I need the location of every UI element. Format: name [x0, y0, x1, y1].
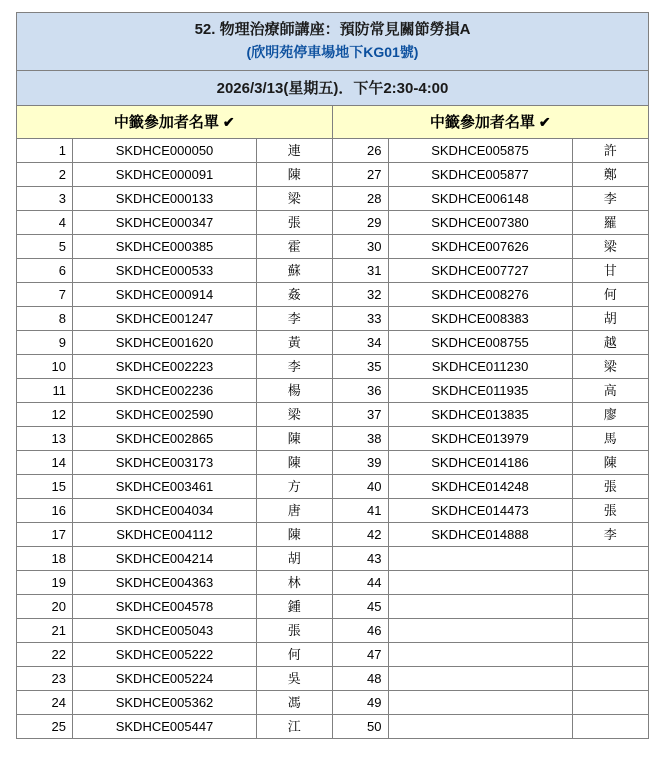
- table-row-left: [17, 571, 333, 594]
- lottery-result-sheet: [16, 12, 649, 739]
- table-row-left: [17, 523, 333, 546]
- row-number: 1: [17, 139, 73, 162]
- row-number: 20: [17, 595, 73, 618]
- participant-surname: [573, 643, 649, 666]
- table-row-right: [333, 163, 649, 186]
- table-row-right: [333, 451, 649, 474]
- table-row-right: [333, 235, 649, 258]
- table-row-left: [17, 355, 333, 378]
- participant-surname: 江: [287, 719, 301, 734]
- table-row-right: [333, 643, 649, 666]
- table-row-right: [333, 355, 649, 378]
- table-row-left: [17, 499, 333, 522]
- participant-id: SKDHCE002590: [73, 403, 257, 426]
- participant-surname: 張: [287, 215, 301, 230]
- participant-surname: [573, 571, 649, 594]
- participant-surname: 霍: [287, 239, 301, 254]
- row-number: 3: [17, 187, 73, 210]
- row-number: 13: [17, 427, 73, 450]
- column-header-right-label: 中籤參加者名單: [429, 114, 535, 131]
- participant-surname: 馮: [287, 695, 301, 710]
- table-row-right: [333, 667, 649, 690]
- participant-surname: 林: [287, 575, 301, 590]
- table-row: [17, 139, 648, 163]
- table-row-left: [17, 475, 333, 498]
- row-number: 42: [333, 523, 389, 546]
- row-number: 22: [17, 643, 73, 666]
- row-number: 50: [333, 715, 389, 738]
- table-row-left: [17, 427, 333, 450]
- row-number: 12: [17, 403, 73, 426]
- participant-surname: [573, 619, 649, 642]
- table-row-left: [17, 307, 333, 330]
- check-icon: ✔: [222, 114, 235, 130]
- table-row-right: [333, 283, 649, 306]
- row-number: 40: [333, 475, 389, 498]
- participant-surname: 馬: [603, 431, 617, 446]
- participant-id: SKDHCE007626: [389, 235, 573, 258]
- row-number: 31: [333, 259, 389, 282]
- participant-surname: 李: [603, 527, 617, 542]
- participant-id: SKDHCE011935: [389, 379, 573, 402]
- participant-id: SKDHCE003173: [73, 451, 257, 474]
- participant-surname: [573, 691, 649, 714]
- table-row-right: [333, 691, 649, 714]
- venue-subtitle: (欣明苑停車場地下KG01號): [246, 44, 419, 60]
- row-number: 21: [17, 619, 73, 642]
- participant-id: SKDHCE005224: [73, 667, 257, 690]
- column-header-left-label: 中籤參加者名單: [113, 114, 219, 131]
- participant-id: SKDHCE014186: [389, 451, 573, 474]
- participant-id: SKDHCE001247: [73, 307, 257, 330]
- participant-id: SKDHCE008383: [389, 307, 573, 330]
- row-number: 30: [333, 235, 389, 258]
- participant-surname: 陳: [287, 455, 301, 470]
- table-row-left: [17, 403, 333, 426]
- row-number: 4: [17, 211, 73, 234]
- table-row: [17, 187, 648, 211]
- participant-surname: 陳: [603, 455, 617, 470]
- row-number: 25: [17, 715, 73, 738]
- participant-id: [389, 571, 573, 594]
- participant-surname: [573, 667, 649, 690]
- table-row: [17, 355, 648, 379]
- participant-id: SKDHCE004578: [73, 595, 257, 618]
- row-number: 27: [333, 163, 389, 186]
- participant-id: SKDHCE004214: [73, 547, 257, 570]
- participant-id: [389, 667, 573, 690]
- table-row-left: [17, 547, 333, 570]
- table-row: [17, 715, 648, 738]
- table-row-left: [17, 715, 333, 738]
- table-row: [17, 331, 648, 355]
- row-number: 34: [333, 331, 389, 354]
- row-number: 5: [17, 235, 73, 258]
- table-row: [17, 667, 648, 691]
- row-number: 6: [17, 259, 73, 282]
- participant-id: SKDHCE005222: [73, 643, 257, 666]
- table-row: [17, 307, 648, 331]
- row-number: 18: [17, 547, 73, 570]
- participant-id: [389, 715, 573, 738]
- participant-surname: 許: [603, 143, 617, 158]
- table-row: [17, 475, 648, 499]
- row-number: 43: [333, 547, 389, 570]
- row-number: 26: [333, 139, 389, 162]
- participant-id: [389, 547, 573, 570]
- table-row-left: [17, 331, 333, 354]
- table-row: [17, 643, 648, 667]
- participant-surname: 方: [287, 479, 301, 494]
- row-number: 44: [333, 571, 389, 594]
- table-row-right: [333, 187, 649, 210]
- table-row-right: [333, 139, 649, 162]
- row-number: 17: [17, 523, 73, 546]
- participant-id: SKDHCE006148: [389, 187, 573, 210]
- row-number: 32: [333, 283, 389, 306]
- participant-id: SKDHCE002236: [73, 379, 257, 402]
- participant-id: SKDHCE005877: [389, 163, 573, 186]
- participant-surname: [573, 715, 649, 738]
- table-row: [17, 235, 648, 259]
- participant-id: SKDHCE000091: [73, 163, 257, 186]
- participant-id: SKDHCE008755: [389, 331, 573, 354]
- table-row-left: [17, 259, 333, 282]
- participant-surname: 胡: [603, 311, 617, 326]
- table-row-right: [333, 619, 649, 642]
- participant-surname: 張: [603, 503, 617, 518]
- table-row-right: [333, 475, 649, 498]
- participant-surname: 吳: [287, 671, 301, 686]
- row-number: 15: [17, 475, 73, 498]
- participant-id: SKDHCE005875: [389, 139, 573, 162]
- row-number: 19: [17, 571, 73, 594]
- participant-id: [389, 595, 573, 618]
- table-row-left: [17, 595, 333, 618]
- table-row-right: [333, 547, 649, 570]
- participant-surname: 楊: [287, 383, 301, 398]
- title-block: [17, 13, 648, 71]
- table-row-right: [333, 331, 649, 354]
- table-row-left: [17, 451, 333, 474]
- participant-id: SKDHCE002865: [73, 427, 257, 450]
- page-title: 52. 物理治療師講座：預防常見關節勞損A: [194, 21, 471, 38]
- participant-id: SKDHCE013835: [389, 403, 573, 426]
- column-header-left: [17, 106, 333, 138]
- participant-id: SKDHCE000385: [73, 235, 257, 258]
- table-row-left: [17, 643, 333, 666]
- row-number: 11: [17, 379, 73, 402]
- row-number: 24: [17, 691, 73, 714]
- row-number: 28: [333, 187, 389, 210]
- table-row-right: [333, 523, 649, 546]
- table-row: [17, 451, 648, 475]
- participant-surname: 何: [603, 287, 617, 302]
- row-number: 47: [333, 643, 389, 666]
- column-header-right: [333, 106, 649, 138]
- table-row: [17, 595, 648, 619]
- participant-id: SKDHCE011230: [389, 355, 573, 378]
- table-row-left: [17, 187, 333, 210]
- row-number: 10: [17, 355, 73, 378]
- row-number: 49: [333, 691, 389, 714]
- participant-surname: 梁: [287, 407, 301, 422]
- participant-id: SKDHCE014888: [389, 523, 573, 546]
- table-row-right: [333, 379, 649, 402]
- check-icon: ✔: [538, 114, 551, 130]
- participant-id: SKDHCE002223: [73, 355, 257, 378]
- table-row: [17, 283, 648, 307]
- participant-surname: 何: [287, 647, 301, 662]
- participant-surname: 李: [603, 191, 617, 206]
- table-header-row: [17, 106, 648, 139]
- participant-surname: 張: [603, 479, 617, 494]
- table-row-left: [17, 691, 333, 714]
- row-number: 37: [333, 403, 389, 426]
- participant-id: SKDHCE005043: [73, 619, 257, 642]
- participant-surname: 梁: [603, 239, 617, 254]
- table-row: [17, 571, 648, 595]
- table-row-right: [333, 259, 649, 282]
- table-row: [17, 619, 648, 643]
- participant-id: [389, 619, 573, 642]
- table-row-left: [17, 139, 333, 162]
- participant-id: SKDHCE000347: [73, 211, 257, 234]
- participant-surname: 鍾: [287, 599, 301, 614]
- row-number: 14: [17, 451, 73, 474]
- participant-surname: 陳: [287, 431, 301, 446]
- table-row-right: [333, 307, 649, 330]
- table-row-left: [17, 163, 333, 186]
- table-row-left: [17, 235, 333, 258]
- participant-surname: 梁: [603, 359, 617, 374]
- participant-surname: 黃: [287, 335, 301, 350]
- row-number: 9: [17, 331, 73, 354]
- participant-surname: 蘇: [287, 263, 301, 278]
- table-row: [17, 379, 648, 403]
- table-row: [17, 499, 648, 523]
- participant-surname: 羅: [603, 215, 617, 230]
- participant-surname: 連: [287, 143, 301, 158]
- event-datetime: 2026/3/13(星期五)．下午2:30-4:00: [17, 71, 648, 106]
- participant-surname: 越: [603, 335, 617, 350]
- row-number: 2: [17, 163, 73, 186]
- row-number: 7: [17, 283, 73, 306]
- participant-surname: 李: [287, 311, 301, 326]
- participant-surname: 胡: [287, 551, 301, 566]
- row-number: 33: [333, 307, 389, 330]
- participant-surname: 鄭: [603, 167, 617, 182]
- participant-id: SKDHCE004112: [73, 523, 257, 546]
- participant-id: SKDHCE001620: [73, 331, 257, 354]
- participant-id: SKDHCE004363: [73, 571, 257, 594]
- participant-id: SKDHCE000533: [73, 259, 257, 282]
- table-row-right: [333, 211, 649, 234]
- participant-surname: 甘: [603, 263, 617, 278]
- row-number: 38: [333, 427, 389, 450]
- table-row-right: [333, 427, 649, 450]
- table-row-right: [333, 571, 649, 594]
- participant-surname: 高: [603, 383, 617, 398]
- row-number: 46: [333, 619, 389, 642]
- table-row: [17, 691, 648, 715]
- table-row: [17, 427, 648, 451]
- participant-surname: 梁: [287, 191, 301, 206]
- row-number: 16: [17, 499, 73, 522]
- table-row: [17, 523, 648, 547]
- participant-surname: 唐: [287, 503, 301, 518]
- row-number: 36: [333, 379, 389, 402]
- participant-id: SKDHCE000914: [73, 283, 257, 306]
- participant-surname: 張: [287, 623, 301, 638]
- participant-id: SKDHCE005447: [73, 715, 257, 738]
- table-row: [17, 211, 648, 235]
- table-row-right: [333, 715, 649, 738]
- row-number: 8: [17, 307, 73, 330]
- row-number: 35: [333, 355, 389, 378]
- participant-surname: 姦: [287, 287, 301, 302]
- participant-id: SKDHCE014473: [389, 499, 573, 522]
- row-number: 48: [333, 667, 389, 690]
- participant-surname: 李: [287, 359, 301, 374]
- participant-id: SKDHCE005362: [73, 691, 257, 714]
- table-row-left: [17, 667, 333, 690]
- participant-id: [389, 643, 573, 666]
- table-row-left: [17, 379, 333, 402]
- participant-id: SKDHCE014248: [389, 475, 573, 498]
- table-row-right: [333, 499, 649, 522]
- table-row: [17, 547, 648, 571]
- table-row: [17, 259, 648, 283]
- participant-id: SKDHCE000050: [73, 139, 257, 162]
- table-row-right: [333, 403, 649, 426]
- row-number: 41: [333, 499, 389, 522]
- participant-surname: 陳: [287, 527, 301, 542]
- row-number: 23: [17, 667, 73, 690]
- participant-surname: 陳: [287, 167, 301, 182]
- participant-id: SKDHCE003461: [73, 475, 257, 498]
- row-number: 45: [333, 595, 389, 618]
- participant-surname: [573, 547, 649, 570]
- participant-id: [389, 691, 573, 714]
- table-row-right: [333, 595, 649, 618]
- row-number: 29: [333, 211, 389, 234]
- participant-id: SKDHCE007380: [389, 211, 573, 234]
- participant-id: SKDHCE000133: [73, 187, 257, 210]
- participant-surname: 廖: [603, 407, 617, 422]
- table-row-left: [17, 619, 333, 642]
- table-body: [17, 139, 648, 738]
- participant-id: SKDHCE007727: [389, 259, 573, 282]
- participant-id: SKDHCE008276: [389, 283, 573, 306]
- row-number: 39: [333, 451, 389, 474]
- table-row: [17, 403, 648, 427]
- table-row-left: [17, 283, 333, 306]
- participant-surname: [573, 595, 649, 618]
- table-row: [17, 163, 648, 187]
- table-row-left: [17, 211, 333, 234]
- participant-id: SKDHCE013979: [389, 427, 573, 450]
- participant-id: SKDHCE004034: [73, 499, 257, 522]
